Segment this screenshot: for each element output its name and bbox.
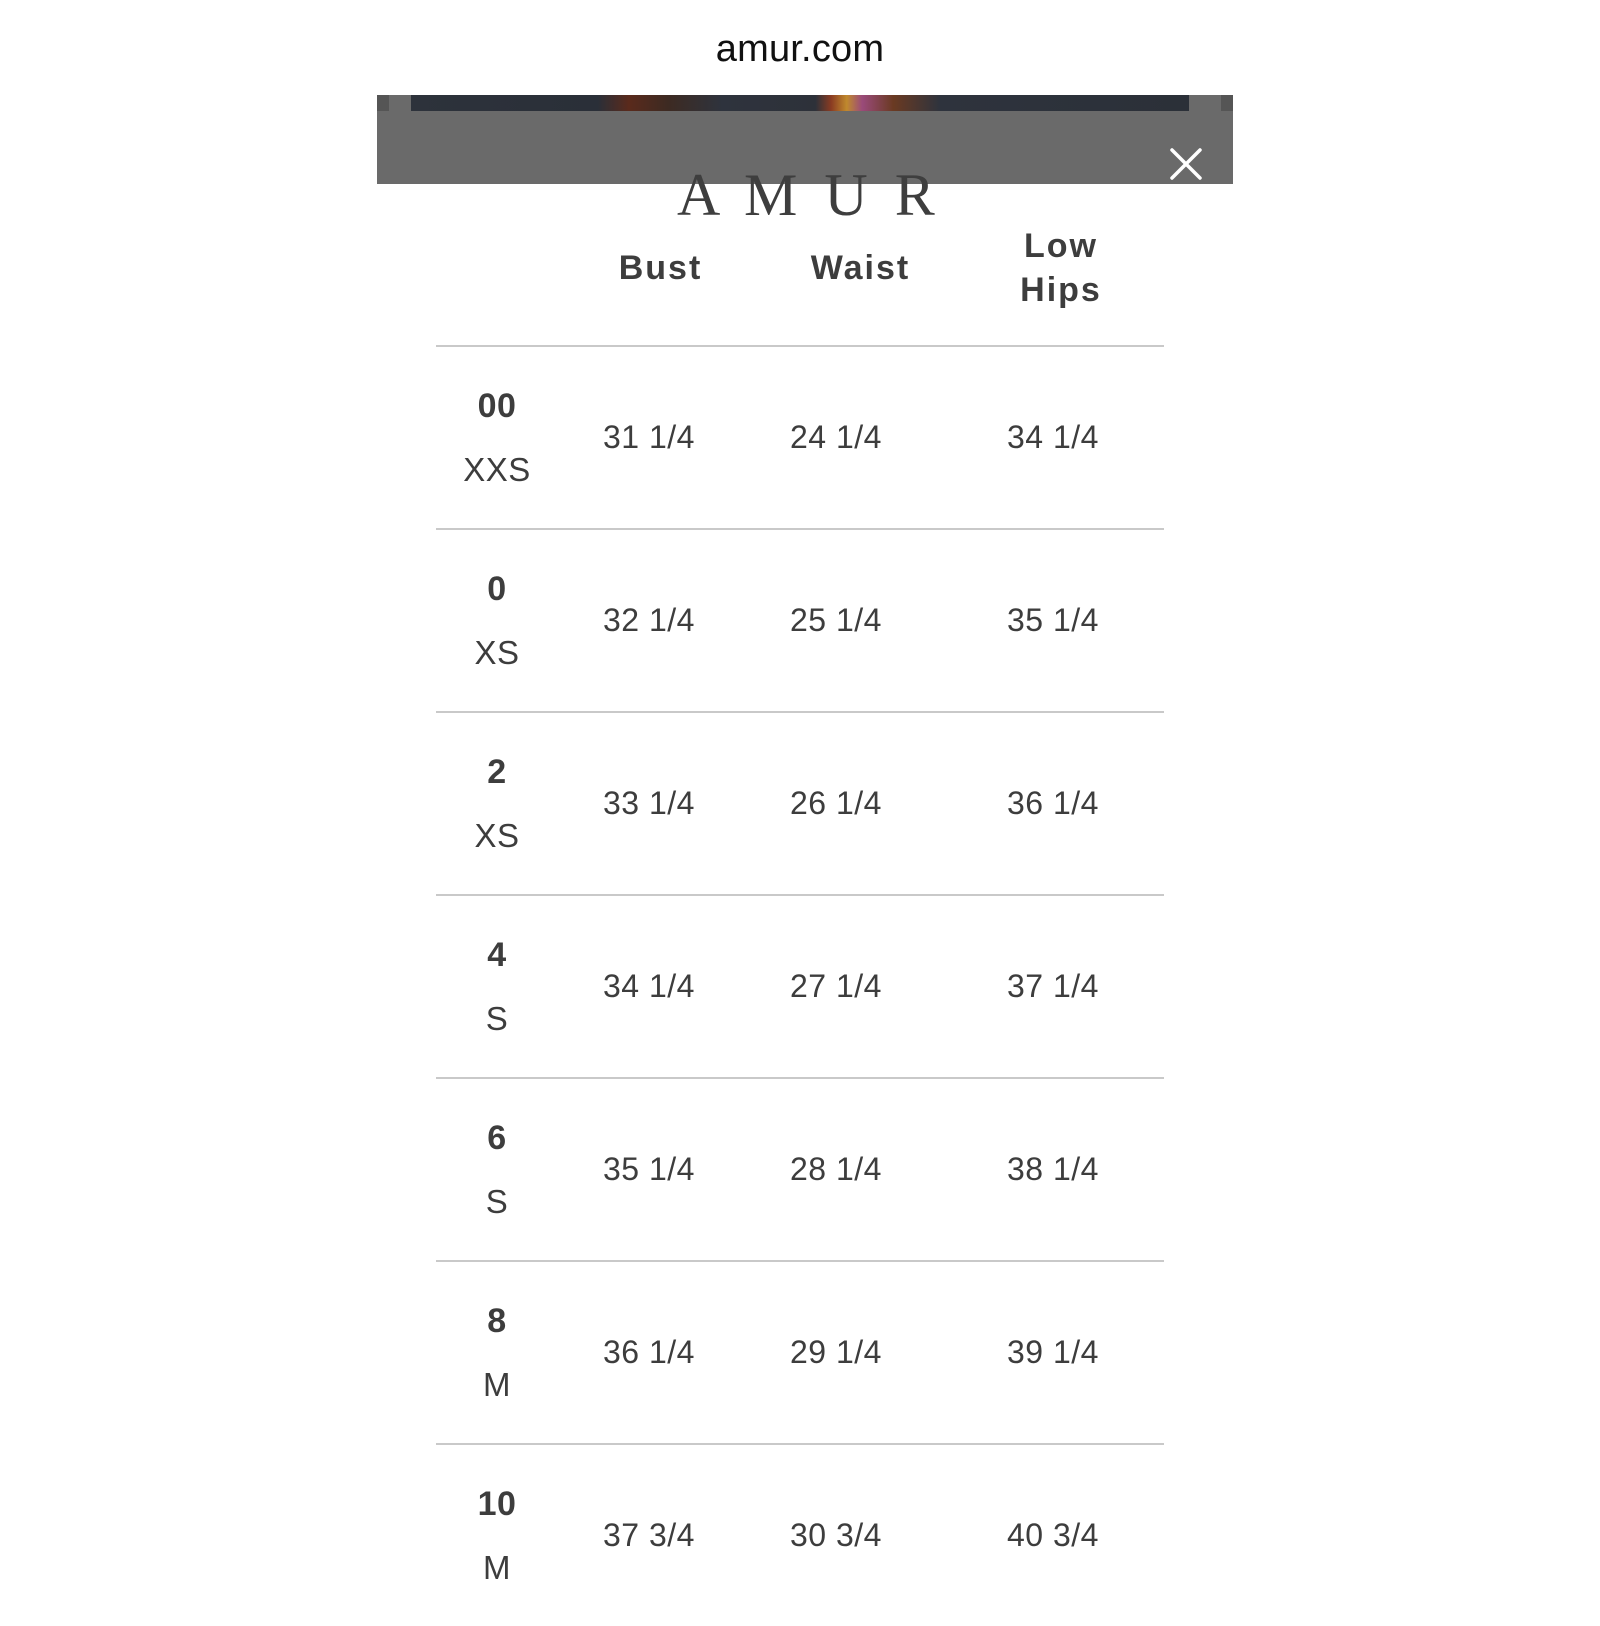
- table-row: [436, 529, 1164, 712]
- header-low-hips: Low Hips: [958, 190, 1164, 346]
- table-row: [436, 1078, 1164, 1261]
- size-letter: XS: [474, 816, 520, 854]
- low-hips-value: 38 1/4: [958, 1078, 1164, 1261]
- close-button[interactable]: [1166, 144, 1206, 184]
- table-row: [436, 712, 1164, 895]
- header-bust: Bust: [558, 190, 763, 346]
- low-hips-value: 35 1/4: [958, 529, 1164, 712]
- waist-value: 30 3/4: [790, 1517, 882, 1553]
- waist-value: 27 1/4: [763, 895, 958, 1078]
- low-hips-value: 36 1/4: [958, 712, 1164, 895]
- size-cell: [436, 712, 558, 895]
- size-chart-table: [436, 190, 1164, 1626]
- low-hips-value: 37 1/4: [958, 895, 1164, 1078]
- size-cell: [436, 1078, 558, 1261]
- header-size: [436, 190, 558, 346]
- bust-value: 36 1/4: [558, 1261, 763, 1444]
- size-letter: M: [483, 1548, 511, 1586]
- bust-value: 33 1/4: [558, 712, 763, 895]
- size-number: 10: [477, 1484, 517, 1523]
- size-number: 2: [487, 752, 507, 791]
- overlay-edge: [1221, 95, 1233, 111]
- size-cell: [436, 346, 558, 529]
- waist-value: 26 1/4: [763, 712, 958, 895]
- table-row: [436, 895, 1164, 1078]
- size-number: 8: [487, 1301, 507, 1340]
- size-cell: [436, 1261, 558, 1444]
- address-bar-url[interactable]: amur.com: [715, 28, 885, 70]
- table-row: [436, 1261, 1164, 1444]
- background-overlay: [377, 95, 1233, 228]
- bust-value: 35 1/4: [558, 1078, 763, 1261]
- overlay-edge: [377, 95, 389, 111]
- bust-value: 31 1/4: [558, 346, 763, 529]
- product-photo-strip: [411, 95, 1189, 111]
- size-number: 00: [477, 386, 517, 425]
- brand-logo-partial: A M U R: [677, 162, 941, 228]
- size-cell: [436, 529, 558, 712]
- size-letter: S: [485, 999, 509, 1037]
- table-header-row: [436, 190, 1164, 346]
- low-hips-value: 39 1/4: [958, 1261, 1164, 1444]
- table-row: [436, 346, 1164, 529]
- bust-value: 37 3/4: [603, 1517, 695, 1553]
- size-number: 6: [487, 1118, 507, 1157]
- size-letter: XS: [474, 633, 520, 671]
- waist-value: 29 1/4: [763, 1261, 958, 1444]
- waist-value: 24 1/4: [763, 346, 958, 529]
- size-cell: [436, 1444, 558, 1626]
- waist-value: 28 1/4: [763, 1078, 958, 1261]
- table-row: [436, 1444, 1164, 1626]
- waist-value: 25 1/4: [763, 529, 958, 712]
- header-waist: Waist: [763, 190, 958, 346]
- size-letter: XXS: [463, 450, 531, 488]
- low-hips-value: 34 1/4: [958, 346, 1164, 529]
- low-hips-value: 40 3/4: [1007, 1517, 1099, 1553]
- bust-value: 34 1/4: [558, 895, 763, 1078]
- size-letter: S: [485, 1182, 509, 1220]
- size-letter: M: [483, 1365, 511, 1403]
- bust-value: 32 1/4: [558, 529, 763, 712]
- close-icon: [1166, 144, 1206, 184]
- size-cell: [436, 895, 558, 1078]
- size-number: 4: [487, 935, 507, 974]
- size-number: 0: [487, 569, 507, 608]
